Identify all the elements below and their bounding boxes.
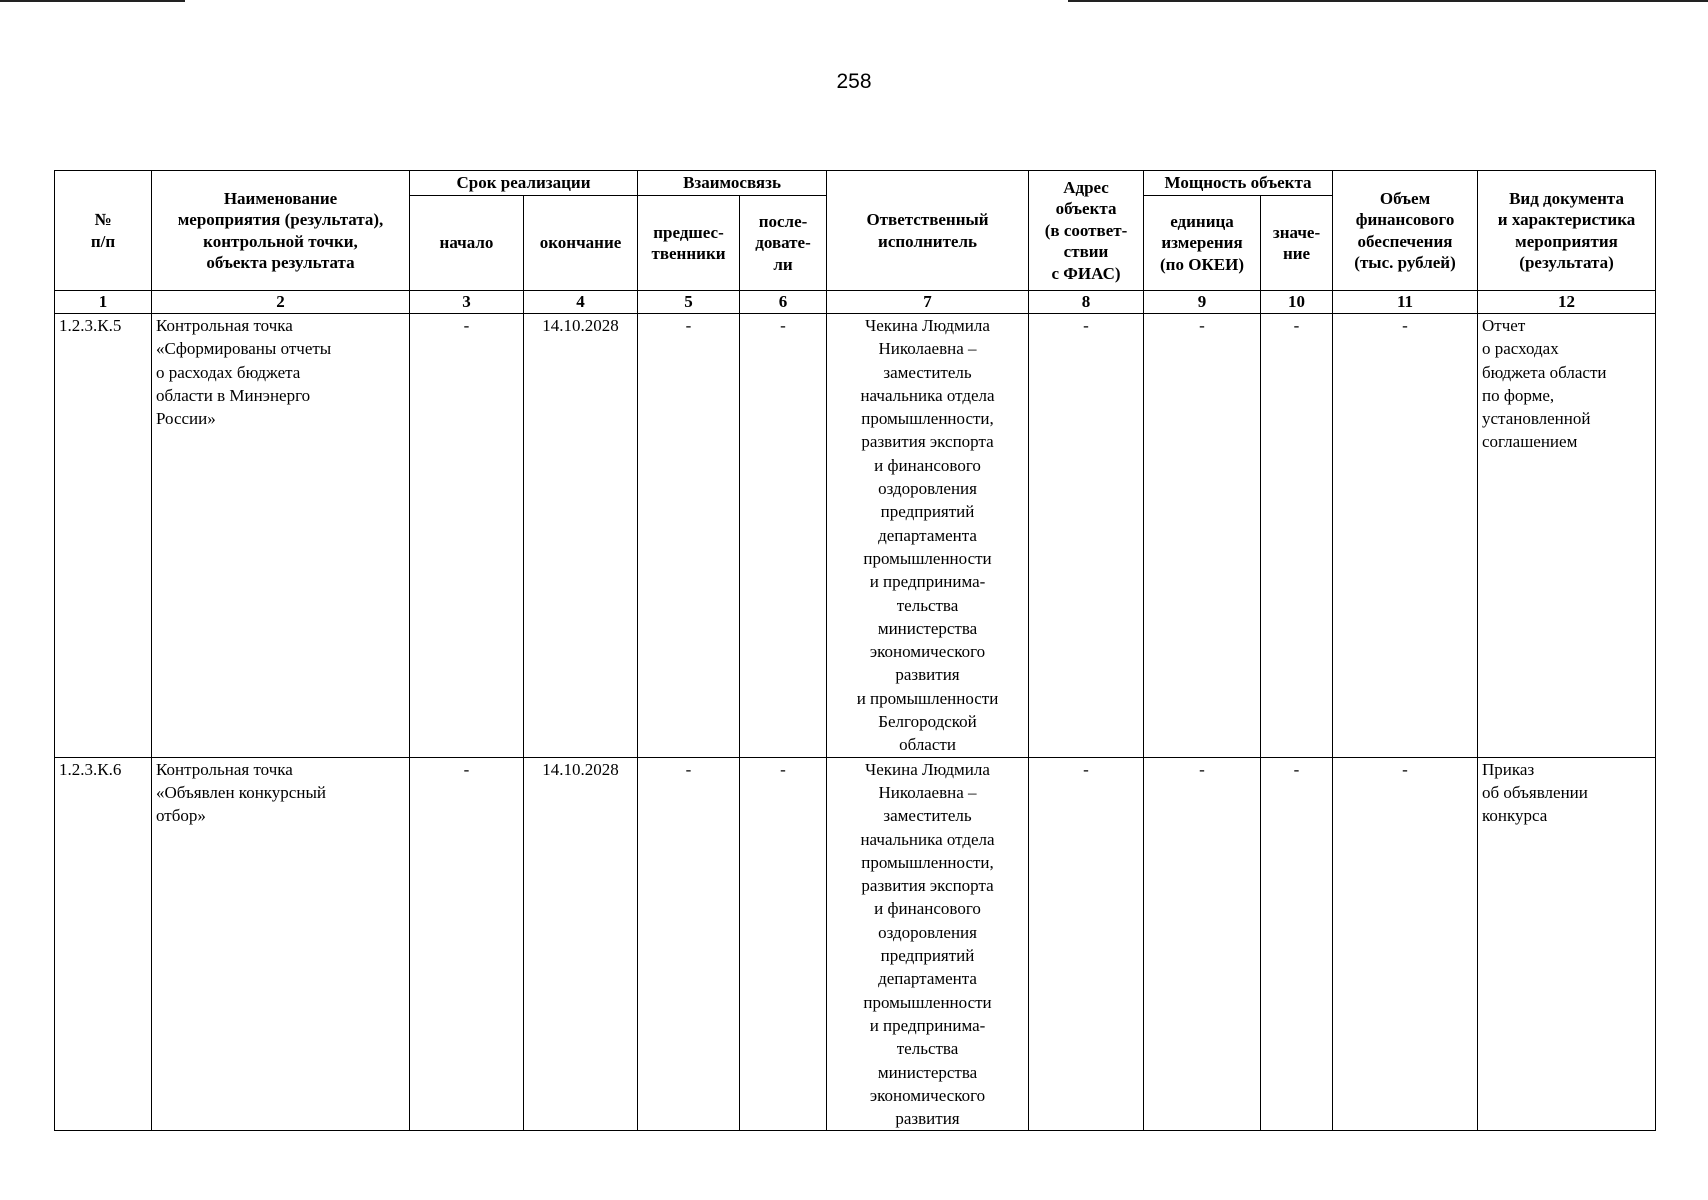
column-number: 1	[55, 291, 152, 314]
cell-responsible: Чекина Людмила Николаевна – заместитель начальника отдела промышленности, развития экспорта и финансового оздоровления предприятий департамента промышленности и предпринима- тельства министерства экономического развития	[827, 757, 1029, 1131]
header-finance: Объем финансового обеспечения (тыс. рублей)	[1333, 171, 1478, 291]
cell-value: -	[1261, 757, 1333, 1131]
cell-address: -	[1029, 757, 1144, 1131]
cell-responsible: Чекина Людмила Николаевна – заместитель начальника отдела промышленности, развития экспорта и финансового оздоровления предприятий департамента промышленности и предпринима- тельства министерства экономического развития и промышленности Белгородской области	[827, 314, 1029, 758]
column-number: 6	[740, 291, 827, 314]
header-row-groups	[55, 171, 1656, 196]
column-number: 9	[1144, 291, 1261, 314]
top-rule-right	[1068, 0, 1708, 2]
cell-name: Контрольная точка «Объявлен конкурсный отбор»	[152, 757, 410, 1131]
header-capacity-unit: единица измерения (по ОКЕИ)	[1144, 196, 1261, 291]
cell-finance: -	[1333, 757, 1478, 1131]
cell-end: 14.10.2028	[524, 314, 638, 758]
cell-prev: -	[638, 314, 740, 758]
column-number: 4	[524, 291, 638, 314]
cell-start: -	[410, 757, 524, 1131]
column-number: 5	[638, 291, 740, 314]
page-number: 258	[836, 70, 872, 93]
header-term: Срок реализации	[410, 171, 638, 196]
cell-num: 1.2.3.К.5	[55, 314, 152, 758]
cell-address: -	[1029, 314, 1144, 758]
header-term-end: окончание	[524, 196, 638, 291]
cell-unit: -	[1144, 757, 1261, 1131]
column-number: 12	[1478, 291, 1656, 314]
header-capacity: Мощность объекта	[1144, 171, 1333, 196]
header-name: Наименование мероприятия (результата), контрольной точки, объекта результата	[152, 171, 410, 291]
cell-start: -	[410, 314, 524, 758]
header-relation-next: после- довате- ли	[740, 196, 827, 291]
column-number: 10	[1261, 291, 1333, 314]
header-num: № п/п	[55, 171, 152, 291]
cell-document: Отчет о расходах бюджета области по форме, установленной соглашением	[1478, 314, 1656, 758]
column-number: 7	[827, 291, 1029, 314]
table-row	[55, 757, 1656, 1131]
cell-document: Приказ об объявлении конкурса	[1478, 757, 1656, 1131]
cell-finance: -	[1333, 314, 1478, 758]
cell-name: Контрольная точка «Сформированы отчеты о расходах бюджета области в Минэнерго России»	[152, 314, 410, 758]
cell-value: -	[1261, 314, 1333, 758]
column-number-row	[55, 291, 1656, 314]
column-number: 3	[410, 291, 524, 314]
plan-table	[54, 170, 1656, 1131]
header-relation: Взаимосвязь	[638, 171, 827, 196]
top-rule-left	[0, 0, 185, 2]
header-address: Адрес объекта (в соответ- ствии с ФИАС)	[1029, 171, 1144, 291]
header-term-start: начало	[410, 196, 524, 291]
cell-end: 14.10.2028	[524, 757, 638, 1131]
column-number: 11	[1333, 291, 1478, 314]
column-number: 2	[152, 291, 410, 314]
header-capacity-value: значе- ние	[1261, 196, 1333, 291]
cell-num: 1.2.3.К.6	[55, 757, 152, 1131]
cell-next: -	[740, 757, 827, 1131]
cell-prev: -	[638, 757, 740, 1131]
header-relation-prev: предшес- твенники	[638, 196, 740, 291]
table-row	[55, 314, 1656, 758]
column-number: 8	[1029, 291, 1144, 314]
header-responsible: Ответственный исполнитель	[827, 171, 1029, 291]
cell-unit: -	[1144, 314, 1261, 758]
header-document: Вид документа и характеристика мероприятия (результата)	[1478, 171, 1656, 291]
cell-next: -	[740, 314, 827, 758]
